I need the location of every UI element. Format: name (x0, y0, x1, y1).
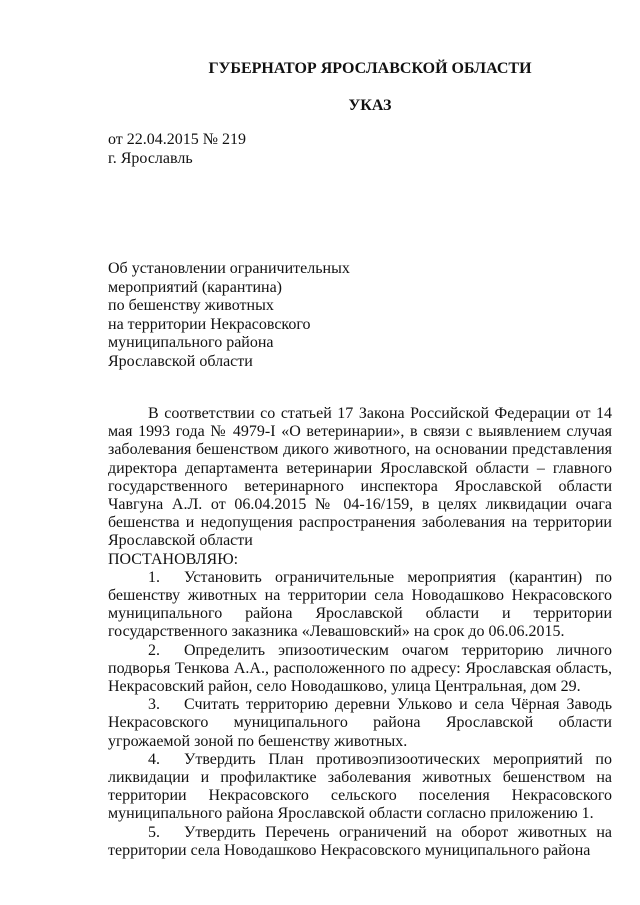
decree-body (108, 405, 612, 860)
decree-item (108, 642, 612, 697)
item-text: Считать территорию деревни Ульково и села Чёрная Заводь Некрасовского муниципального района Ярославской области угрожаемой зоной по бешенству животных. (108, 696, 612, 750)
subject-line: по бешенству животных (108, 297, 274, 314)
item-number: 5. (148, 823, 160, 841)
item-text: Утвердить Перечень ограничений на оборот животных на территории села Новодашково Некрасовского муниципального района (108, 823, 612, 859)
decree-heading: УКАЗ (348, 97, 392, 114)
decree-date-number: от 22.04.2015 № 219 (108, 131, 247, 148)
decree-subject (108, 260, 350, 371)
decree-meta (108, 130, 246, 168)
subject-line: на территории Некрасовского (108, 315, 311, 333)
decree-item (108, 824, 612, 860)
preamble-paragraph: В соответствии со статьей 17 Закона Российской Федерации от 14 мая 1993 года № 4979-I «О ветеринарии», в связи с выявлением случая заболевания бешенством дикого животного, на основании представления директора департамента ветеринарии Ярославской области – главного государственного ветеринарного инспектора Ярославской области Чавгуна А.Л. от 06.04.2015 № 04-16/159, в целях ликвидации очага бешенства и недопущения распространения заболевания на территории Ярославской области (108, 405, 612, 550)
item-text: Утвердить План противоэпизоотических мероприятий по ликвидации и профилактике заболевания животных бешенством на территории Некрасовского сельского поселения Некрасовского муниципального района Ярославской области согласно приложению 1. (108, 750, 612, 823)
decree-city: г. Ярославль (108, 150, 193, 167)
item-text: Установить ограничительные мероприятия (карантин) по бешенству животных на территории села Новодашково Некрасовского муниципального района Ярославской области и территории государственного заказника «Левашовский» на срок до 06.06.2015. (108, 568, 612, 641)
decree-item (108, 569, 612, 642)
item-number: 4. (148, 750, 160, 768)
item-number: 1. (148, 568, 160, 586)
item-number: 2. (148, 641, 160, 659)
decree-item (108, 751, 612, 824)
item-number: 3. (148, 696, 160, 714)
item-text: Определить эпизоотическим очагом территорию личного подворья Тенкова А.А., расположенного по адресу: Ярославская область, Некрасовский район, село Новодашково, улица Центральная, дом 29. (108, 641, 612, 696)
resolve-heading: ПОСТАНОВЛЯЮ: (108, 550, 239, 568)
decree-item (108, 696, 612, 751)
governor-heading: ГУБЕРНАТОР ЯРОСЛАВСКОЙ ОБЛАСТИ (208, 60, 532, 77)
subject-line: Ярославской области (108, 352, 253, 370)
subject-line: мероприятий (карантина) (108, 278, 282, 296)
subject-line: Об установлении ограничительных (108, 260, 350, 277)
subject-line: муниципального района (108, 334, 274, 351)
